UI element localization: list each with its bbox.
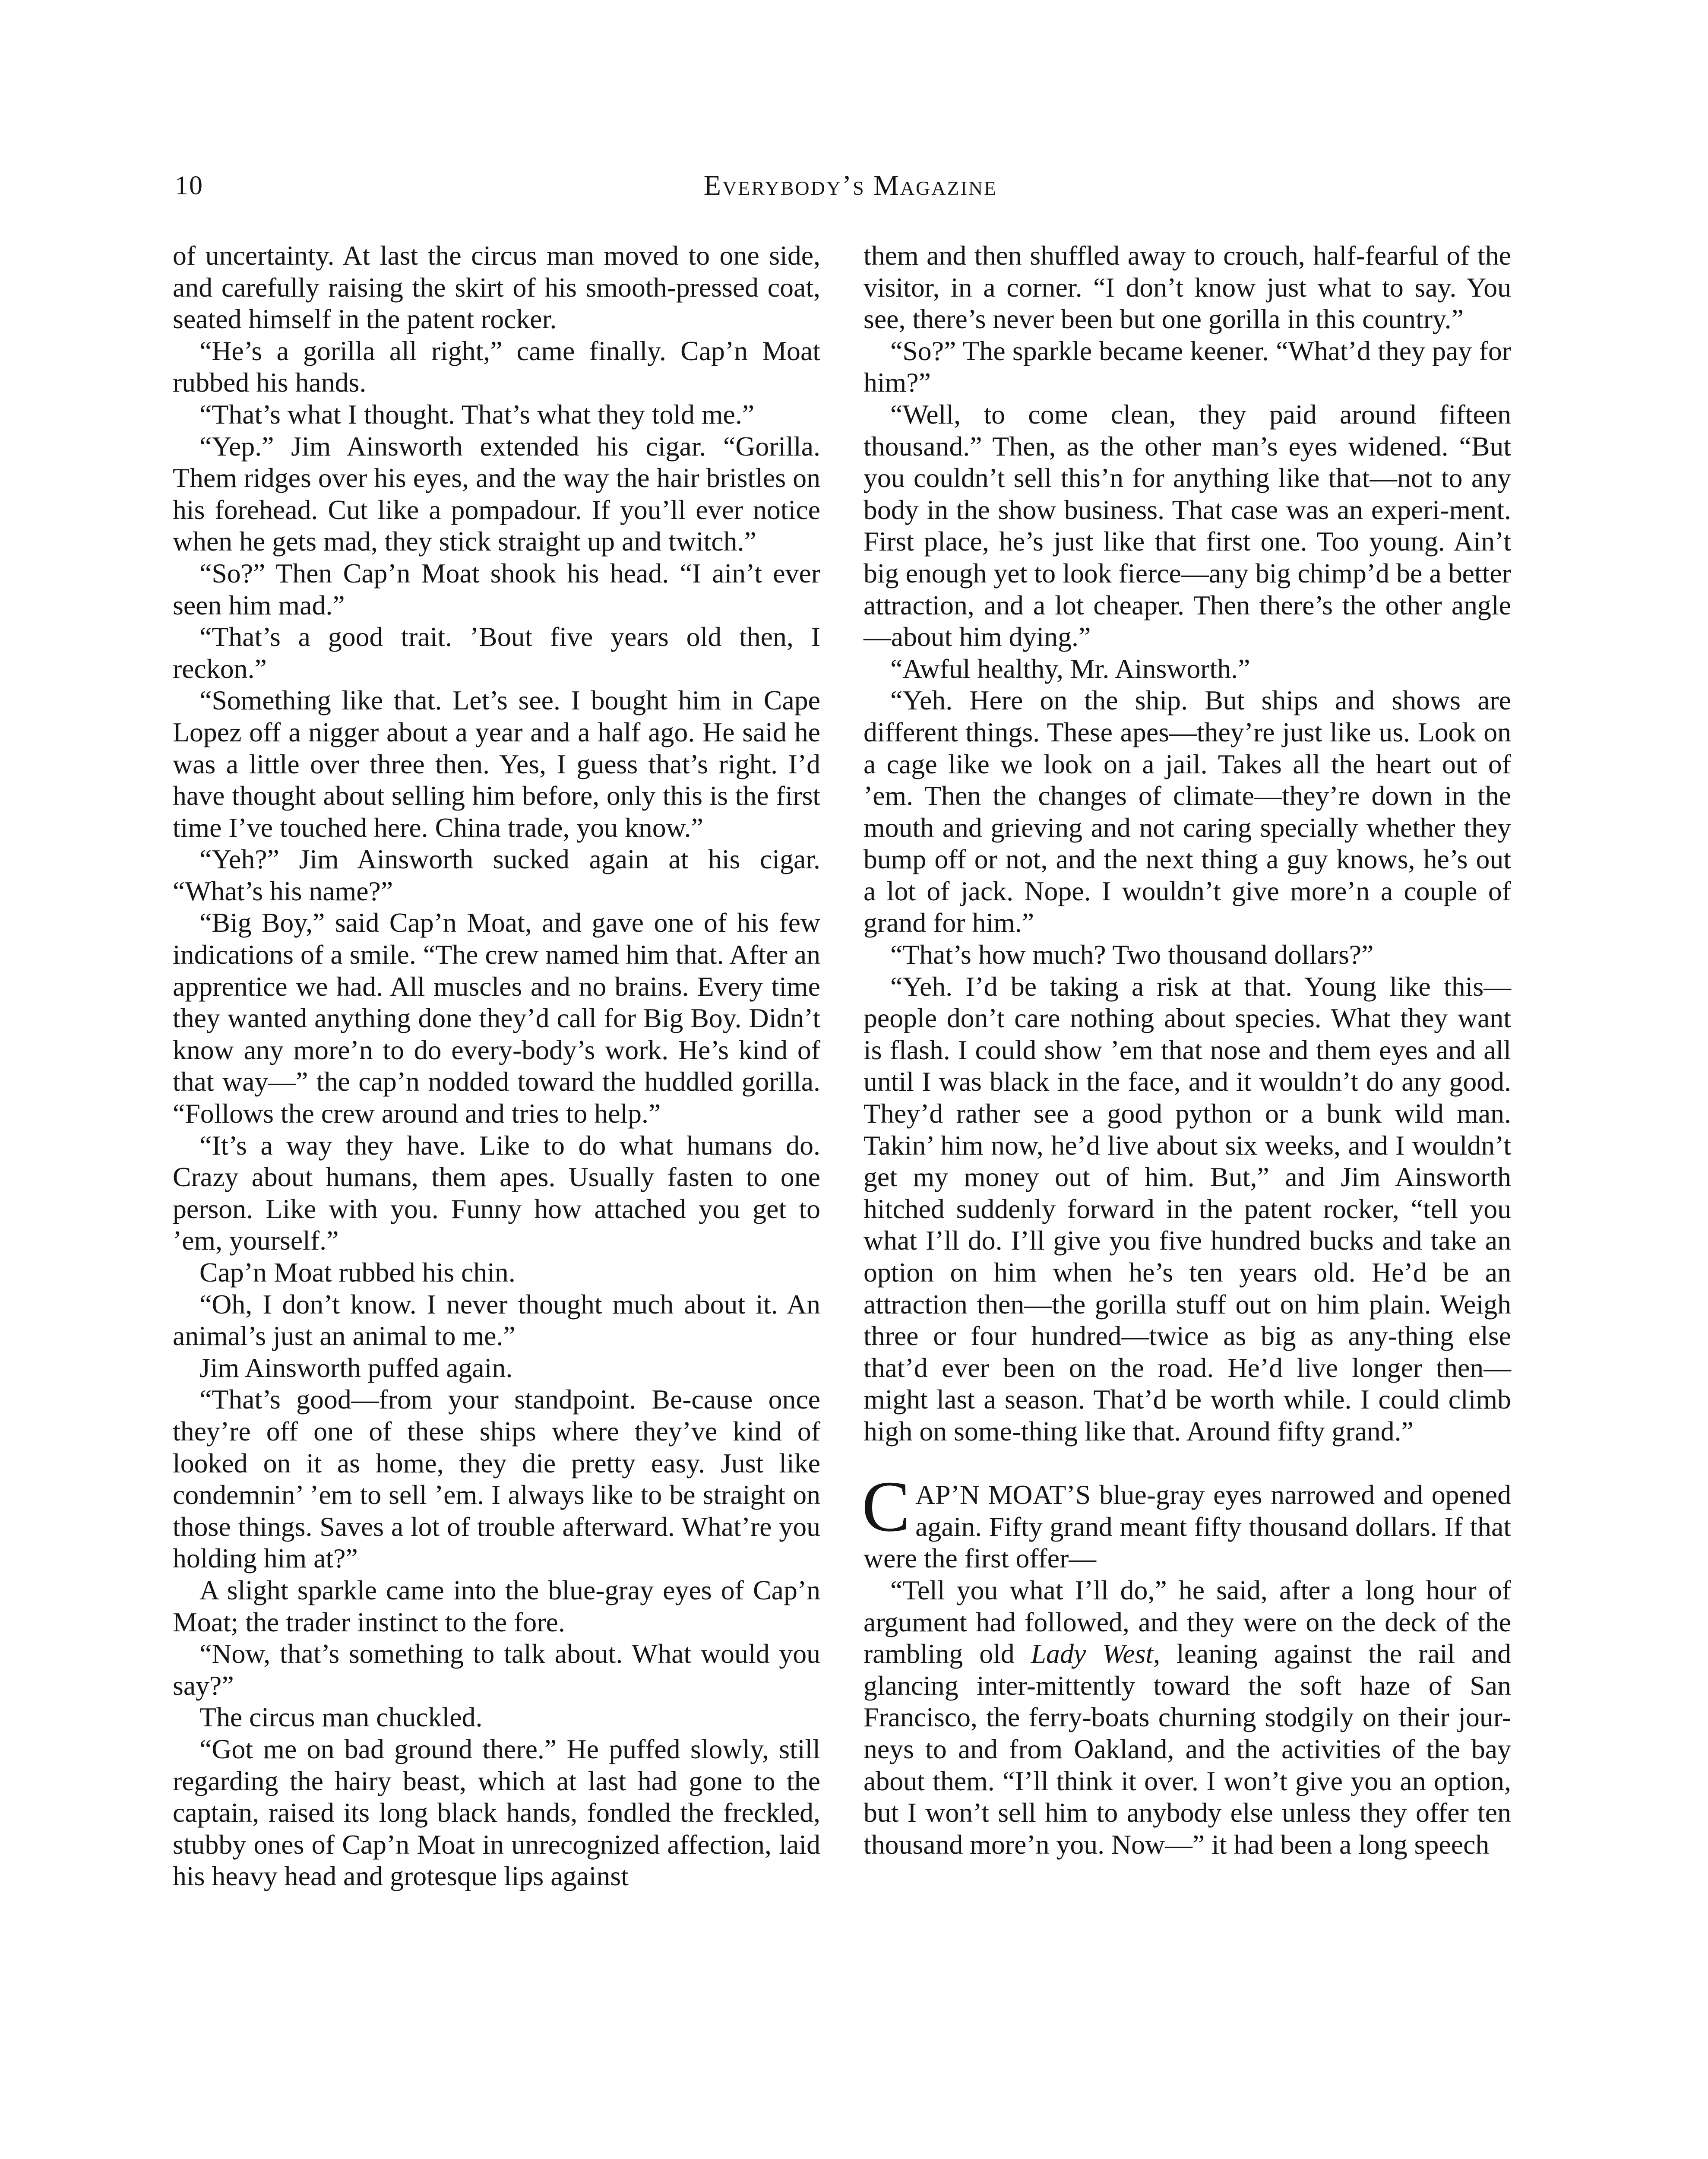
paragraph: them and then shuffled away to crouch, half-fearful of the visitor, in a corner. “I don’t know just what to say. You see, there’s never been but one gorilla in this country.” (863, 240, 1511, 335)
paragraph: “That’s a good trait. ’Bout five years old then, I reckon.” (173, 621, 820, 684)
left-column (173, 240, 820, 1892)
paragraph: “Well, to come clean, they paid around fifteen thousand.” Then, as the other man’s eyes widened. “But you couldn’t sell this’n for anything like that—not to any body in the show business. That case was an experi-ment. First place, he’s just like that first one. Too young. Ain’t big enough yet to look fierce—any big chimp’d be a better attraction, and a lot cheaper. Then there’s the other angle—about him dying.” (863, 399, 1511, 652)
paragraph: “It’s a way they have. Like to do what humans do. Crazy about humans, them apes. Usually fasten to one person. Like with you. Funny how attached you get to ’em, yourself.” (173, 1130, 820, 1256)
ship-name: Lady West (1031, 1638, 1154, 1669)
paragraph: “That’s what I thought. That’s what they told me.” (199, 399, 755, 430)
paragraph: “Big Boy,” said Cap’n Moat, and gave one of his few indications of a smile. “The crew named him that. After an apprentice we had. All muscles and no brains. Every time they wanted anything done they’d call for Big Boy. Didn’t know any more’n to do every-body’s work. He’s kind of that way—” the cap’n nodded toward the huddled gorilla. “Follows the crew around and tries to help.” (173, 907, 820, 1129)
right-column (863, 240, 1511, 1860)
paragraph-text: “Tell you what I’ll do,” he said, after a long hour of argument had followed, and they were on the deck of the rambling old (863, 1574, 1511, 1669)
paragraph-text: , leaning against the rail and glancing inter-mittently toward the soft haze of San Francisco, the ferry-boats churning stodgily on their jour-neys to and from Oakland, and the activities of the bay about them. “I’ll think it over. I won’t give you an option, but I won’t sell him to anybody else unless they offer ten thousand more’n you. Now—” it had been a long speech (863, 1638, 1512, 1860)
paragraph: Cap’n Moat rubbed his chin. (199, 1257, 516, 1288)
paragraph: A slight sparkle came into the blue-gray eyes of Cap’n Moat; the trader instinct to the fore. (173, 1574, 820, 1637)
section-opening-paragraph (862, 1466, 1511, 1574)
paragraph: “Got me on bad ground there.” He puffed slowly, still regarding the hairy beast, which at last had gone to the captain, raised its long black hands, fondled the freckled, stubby ones of Cap’n Moat in unrecognized affection, laid his heavy head and grotesque lips against (173, 1733, 820, 1892)
paragraph: “So?” Then Cap’n Moat shook his head. “I ain’t ever seen him mad.” (173, 557, 820, 620)
page-header (175, 164, 1526, 212)
paragraph: “Something like that. Let’s see. I bought him in Cape Lopez off a nigger about a year and a half ago. He said he was a little over three then. Yes, I guess that’s right. I’d have thought about selling him before, only this is the first time I’ve touched here. China trade, you know.” (173, 685, 820, 843)
paragraph: “Yeh. Here on the ship. But ships and shows are different things. These apes—they’re just like us. Look on a cage like we look on a jail. Takes all the heart out of ’em. Then the changes of climate—they’re down in the mouth and grieving and not caring specially whether they bump off or not, and the next thing a guy knows, he’s out a lot of jack. Nope. I wouldn’t give more’n a couple of grand for him.” (863, 685, 1511, 938)
paragraph: “He’s a gorilla all right,” came finally. Cap’n Moat rubbed his hands. (173, 335, 820, 398)
paragraph: Jim Ainsworth puffed again. (199, 1352, 513, 1383)
paragraph: “Yeh. I’d be taking a risk at that. Young like this—people don’t care nothing about species. What they want is flash. I could show ’em that nose and them eyes and all until I was black in the face, and it wouldn’t do any good. They’d rather see a good python or a bunk wild man. Takin’ him now, he’d live about six weeks, and I wouldn’t get my money out of him. But,” and Jim Ainsworth hitched suddenly forward in the patent rocker, “tell you what I’ll do. I’ll give you five hundred bucks and take an option on him when he’s ten years old. He’d be an attraction then—the gorilla stuff out on him plain. Weigh three or four hundred—twice as big as any-thing else that’d ever been on the road. He’d live longer then—might last a season. That’d be worth while. I could climb high on some-thing like that. Around fifty grand.” (863, 971, 1511, 1447)
paragraph: “So?” The sparkle became keener. “What’d they pay for him?” (863, 335, 1511, 398)
paragraph: “That’s good—from your standpoint. Be-cause once they’re off one of these ships where they’ve kind of looked on it as home, they die pretty easy. Just like condemnin’ ’em to sell ’em. I always like to be straight on those things. Saves a lot of trouble afterward. What’re you holding him at?” (173, 1384, 820, 1574)
drop-cap: C (862, 1466, 911, 1547)
paragraph: “Oh, I don’t know. I never thought much about it. An animal’s just an animal to me.” (173, 1288, 820, 1352)
paragraph: of uncertainty. At last the circus man moved to one side, and carefully raising the skirt of his smooth-pressed coat, seated himself in the patent rocker. (173, 240, 820, 335)
paragraph: “Now, that’s something to talk about. What would you say?” (173, 1638, 820, 1701)
paragraph: “Awful healthy, Mr. Ainsworth.” (890, 653, 1250, 684)
page-number: 10 (175, 171, 203, 200)
paragraph: The circus man chuckled. (199, 1702, 483, 1733)
section-lead-in: AP’N MOAT’S (915, 1479, 1091, 1510)
paragraph (863, 1574, 1511, 1860)
section-opening-text: blue-gray eyes narrowed and opened again. Fifty grand meant fifty thousand dollars. If that were the first offer— (863, 1479, 1511, 1574)
paragraph: “Yeh?” Jim Ainsworth sucked again at his cigar. “What’s his name?” (173, 844, 820, 906)
paragraph: “That’s how much? Two thousand dollars?” (890, 939, 1374, 970)
running-head-title: Everybody’s Magazine (703, 170, 998, 201)
paragraph: “Yep.” Jim Ainsworth extended his cigar. “Gorilla. Them ridges over his eyes, and the way the hair bristles on his forehead. Cut like a pompadour. If you’ll ever notice when he gets mad, they stick straight up and twitch.” (173, 431, 820, 557)
